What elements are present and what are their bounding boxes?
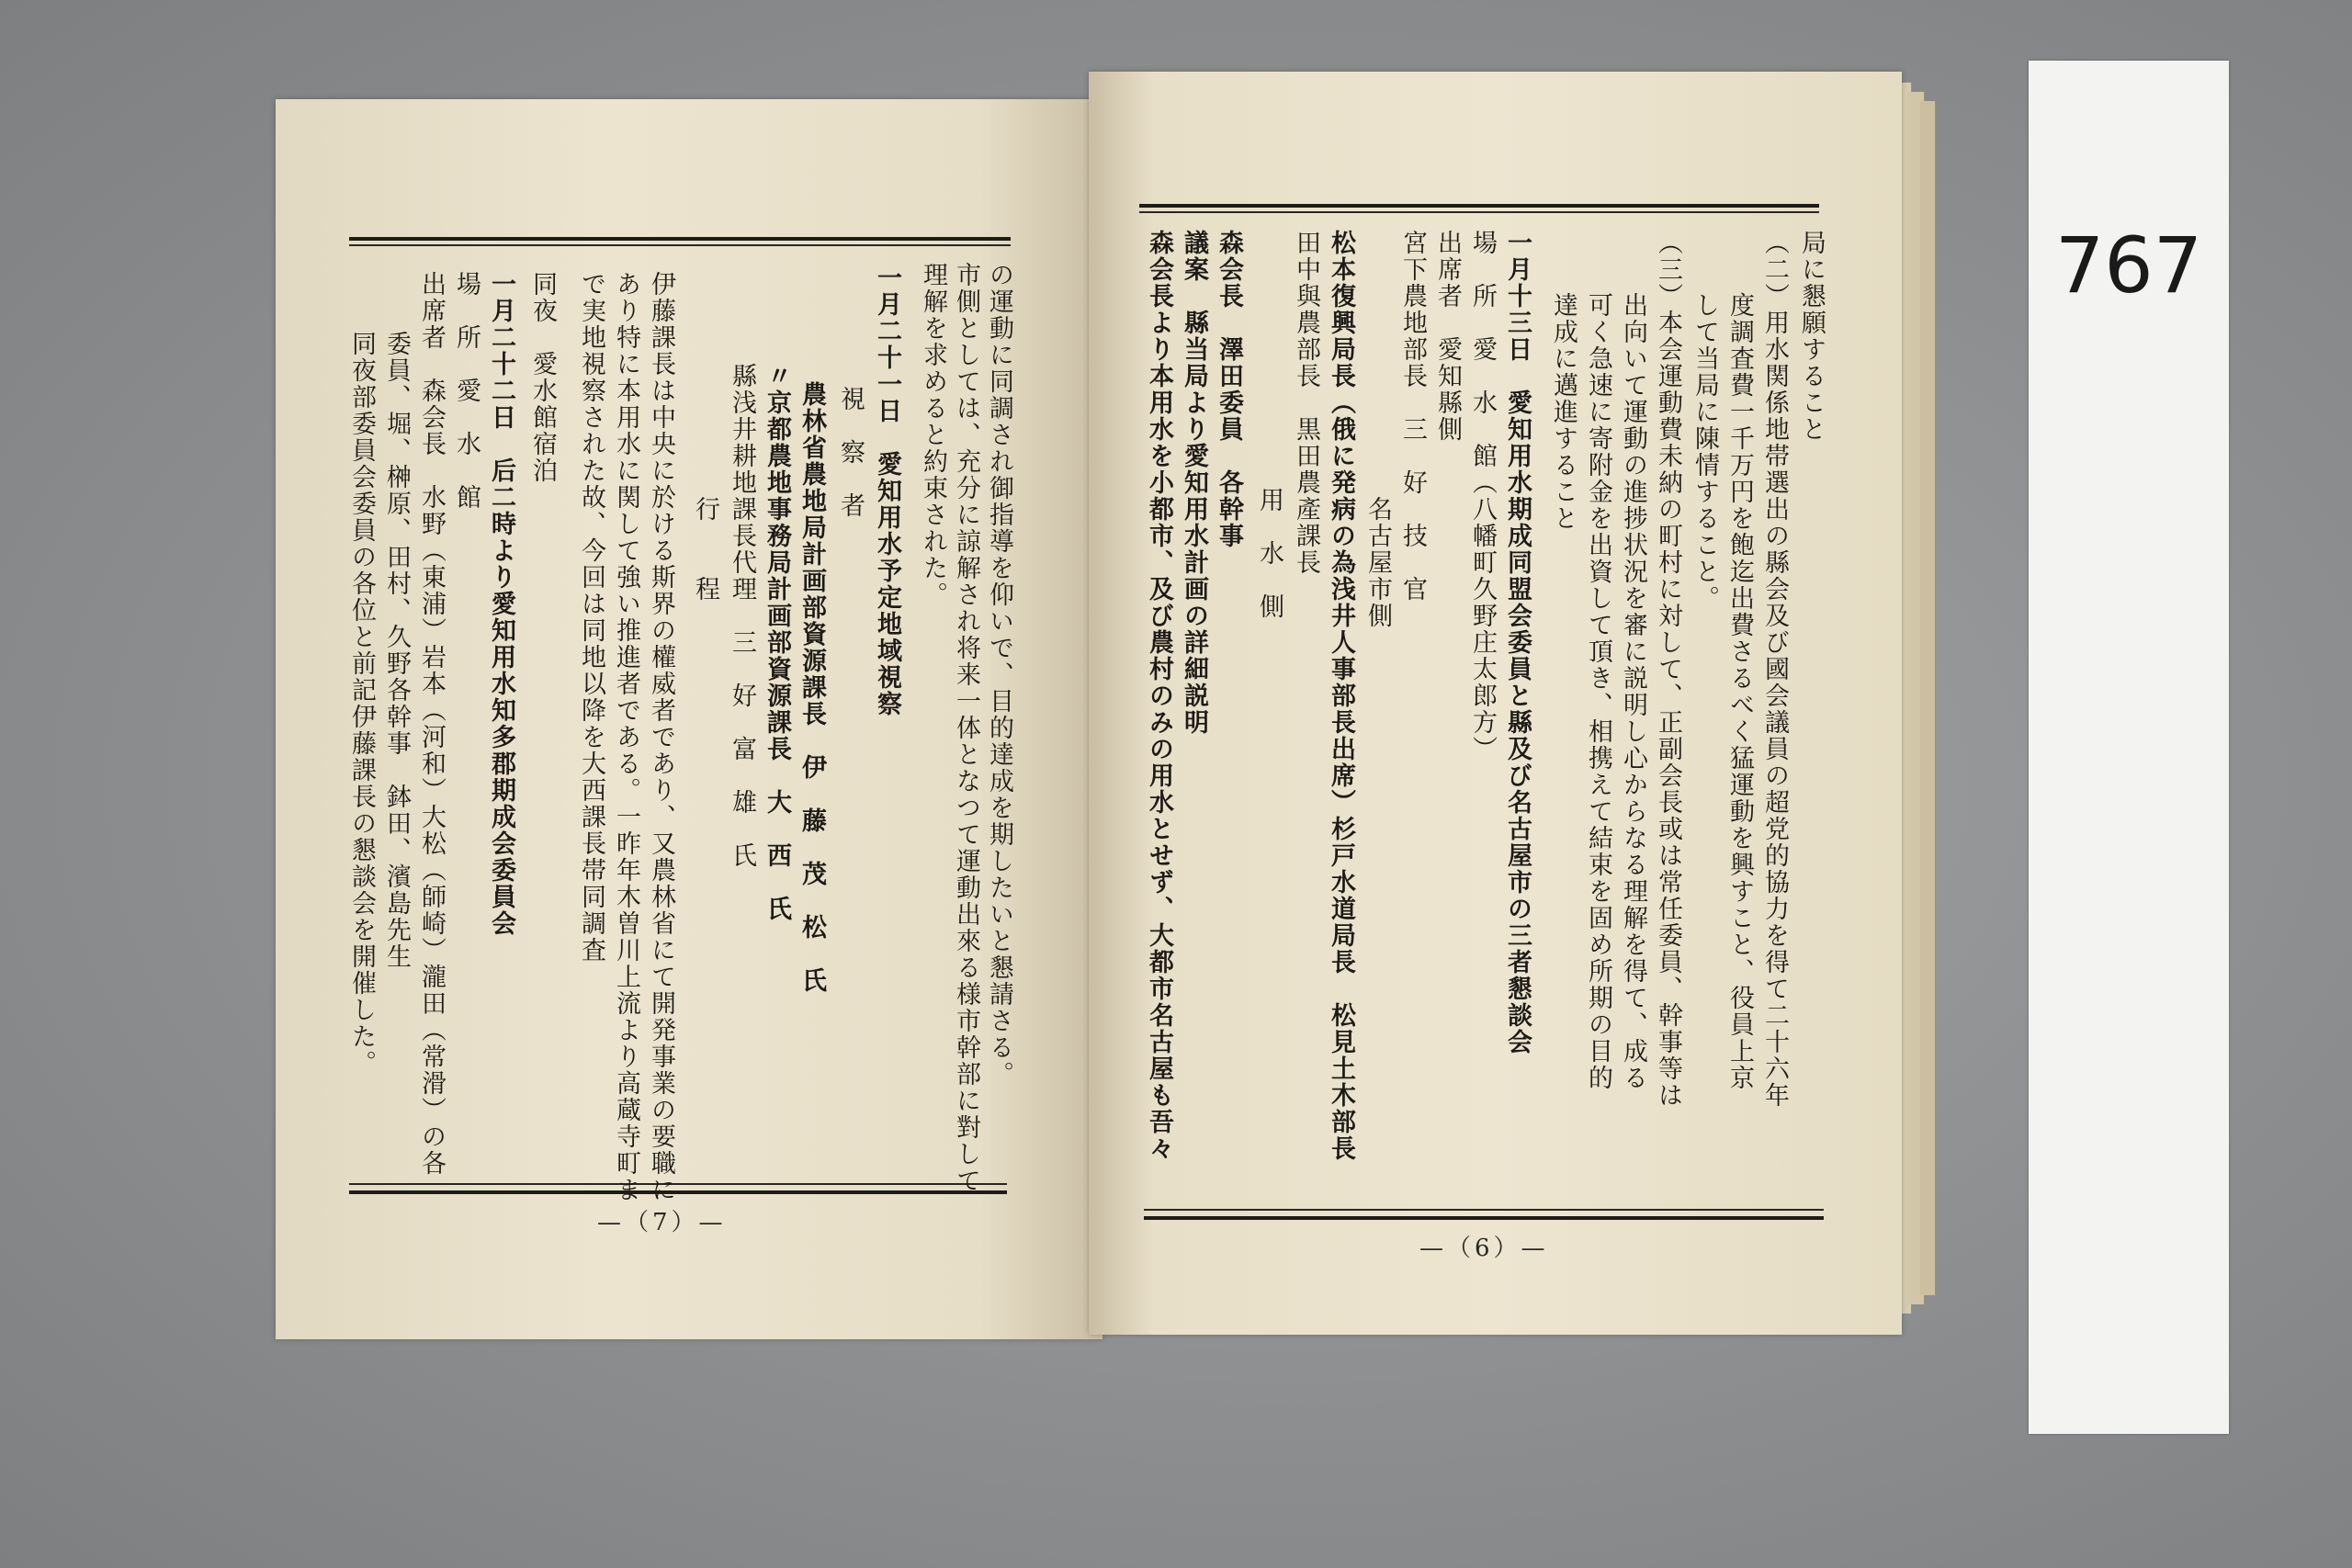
bottom-rule-left-thin [349, 1183, 1007, 1185]
page-number-left: —（7）— [597, 1209, 727, 1236]
page-number-right: —（6）— [1419, 1235, 1549, 1262]
text-line: 度調査費一千万円を飽迄出費さるべく猛運動を興すこと、役員上京 [1725, 292, 1754, 1091]
text-line: 宮下農地部長 三 好 技 官 [1398, 230, 1427, 603]
text-line: 可く急速に寄附金を出資して頂き、相携えて結束を固め所期の目的 [1584, 292, 1612, 1091]
bottom-rule-right-thin [1144, 1209, 1824, 1211]
text-line: 松本復興局長（俄に発病の為浅井人事部長出席）杉戸水道局長 松見土木部長 [1327, 230, 1355, 1162]
text-line: 行 程 [691, 496, 719, 603]
text-line: 一月二十一日 愛知用水予定地域視察 [873, 265, 901, 717]
bottom-rule-left [349, 1190, 1007, 1194]
text-line: 田中與農部長 黒田農產課長 [1292, 230, 1320, 576]
text-line: 同夜部委員会委員の各位と前記伊藤課長の懇談会を開催した。 [347, 331, 376, 1077]
text-line: 伊藤課長は中央に於ける斯界の權威者であり、又農林省にて開発事業の要職に [647, 271, 675, 1203]
page-stack-edge [1920, 101, 1936, 1295]
catalog-number: 767 [2054, 220, 2203, 310]
text-line: 理解を求めると約束された。 [919, 262, 947, 608]
text-line: の運動に同調され御指導を仰いで、目的達成を期したいと懇請さる。 [985, 262, 1013, 1088]
top-rule-left [349, 237, 1011, 241]
top-rule-right [1139, 204, 1819, 208]
text-line: 出席者 愛知縣側 [1433, 230, 1462, 443]
text-line: 名古屋市側 [1363, 496, 1392, 629]
text-line: 用 水 側 [1255, 487, 1283, 620]
text-line: 視 察 者 [836, 386, 865, 519]
text-line: 場 所 愛 水 館 [452, 271, 481, 511]
text-line: 局に懇願すること [1797, 230, 1826, 443]
text-line: 出席者 森会長 水野（東浦）岩本（河和）大松（師崎）瀧田（常滑）の各 [417, 271, 446, 1177]
text-line: 〃京都農地事務局計画部資源課長 大 西 氏 [763, 363, 791, 922]
text-line: 森会長 澤田委員 各幹事 [1215, 230, 1243, 549]
top-rule-left-thin [349, 244, 1011, 246]
text-line: で実地視察された故、今回は同地以降を大西課長帯同調査 [577, 271, 605, 964]
text-line: して当局に陳情すること。 [1690, 292, 1719, 612]
text-line: 森会長より本用水を小都市、及び農村のみの用水とせず、大都市名古屋も吾々 [1145, 230, 1173, 1162]
text-line: 委員、堀、榊原、田村、久野各幹事 鉢田、濱島先生 [382, 331, 411, 970]
text-line: 一月十三日 愛知用水期成同盟会委員と縣及び名古屋市の三者懇談会 [1503, 230, 1532, 1055]
text-line: あり特に本用水に関して強い推進者である。一昨年木曽川上流より高蔵寺町ま [612, 271, 640, 1203]
text-line: 縣浅井耕地課長代理 三 好 富 雄 氏 [728, 363, 756, 869]
text-line: 同夜 愛水館宿泊 [528, 271, 557, 484]
text-line: 一月二十二日 后二時より愛知用水知多郡期成会委員会 [487, 271, 515, 937]
text-line: 市側としては、充分に諒解され将来一体となつて運動出來る様市幹部に對して [952, 262, 980, 1194]
text-line: 議案 縣当局より愛知用水計画の詳細説明 [1180, 230, 1208, 736]
text-line: 達成に邁進すること [1549, 292, 1577, 532]
text-line: （二）用水関係地帯選出の縣会及び國会議員の超党的協力を得て二十六年 [1760, 230, 1789, 1109]
text-line: 出向いて運動の進捗状況を審に説明し心からなる理解を得て、成る [1619, 292, 1647, 1091]
text-line: （三）本会運動費未納の町村に対して、正副会長或は常任委員、幹事等は [1654, 230, 1682, 1109]
top-rule-right-thin [1139, 211, 1819, 213]
bottom-rule-right [1144, 1216, 1824, 1220]
text-line: 場 所 愛 水 館（八幡町久野庄太郎方） [1468, 230, 1497, 762]
text-line: 農林省農地局計画部資源課長 伊 藤 茂 松 氏 [797, 381, 826, 994]
